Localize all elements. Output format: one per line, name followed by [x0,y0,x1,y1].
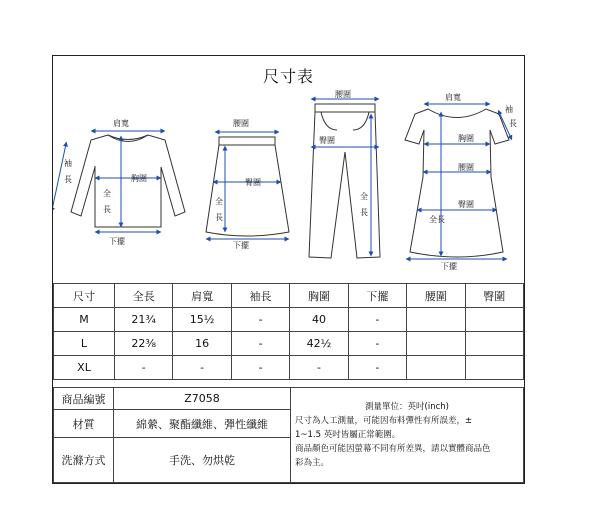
dress-hip-label: 臀圍 [458,200,474,209]
table-row [54,356,524,380]
top-length-label: 全長 [103,189,111,214]
wash-label: 洗滌方式 [54,438,114,483]
notes-cell [291,388,524,483]
top-hem-label: 下擺 [109,237,125,246]
header-chest: 胸圍 [290,284,348,308]
header-hip: 臀圍 [465,284,523,308]
table-row [54,308,524,332]
skirt-hip-label: 臀圍 [245,178,261,187]
size-table [53,283,524,380]
dress-length-label: 全長 [429,215,445,224]
page-title: 尺寸表 [262,67,314,86]
length-cell: 21¾ [115,308,173,332]
dress-chest-label: 胸圍 [458,134,474,143]
note-line-1: 尺寸為人工測量，可能因布料彈性有所誤差，± [295,416,473,426]
waist-cell [407,308,465,332]
hip-cell [465,356,523,380]
chest-cell: - [290,356,348,380]
top-diagram [71,135,185,227]
pants-measures [313,99,377,254]
header-length: 全長 [115,284,173,308]
header-size: 尺寸 [54,284,115,308]
header-shoulder: 肩寬 [173,284,231,308]
diagram-svg [53,82,524,282]
top-chest-label: 胸圍 [131,174,147,183]
pants-length-label: 全長 [360,192,368,217]
material-label: 材質 [54,410,114,438]
product-code-row [54,388,524,410]
shoulder-cell: - [173,356,231,380]
waist-cell [407,356,465,380]
shoulder-cell: 15½ [173,308,231,332]
note-line-2: 1~1.5 英吋皆屬正常範圍。 [295,430,401,440]
top-shoulder-label: 肩寬 [113,119,129,128]
pants-waist-label: 腰圍 [335,90,351,99]
sleeve-cell: - [231,332,289,356]
wash-value: 手洗、勿烘乾 [114,438,291,483]
size-cell: M [54,308,115,332]
top-sleeve-char1: 袖 [64,159,72,168]
dress-diagram [405,109,509,257]
sleeve-cell: - [231,356,289,380]
product-info-table [53,387,524,483]
dress-waist-label: 腰圍 [458,163,474,172]
hem-cell: - [348,332,406,356]
hip-cell [465,308,523,332]
size-cell: L [54,332,115,356]
dress-sleeve-label: 袖長 [505,105,517,128]
length-cell: 22⅜ [115,332,173,356]
chest-cell: 42½ [290,332,348,356]
note-line-3: 商品顏色可能因螢幕不同有所差異，請以實體商品色 [295,444,491,454]
top-sleeve-label [64,158,72,184]
unit-note: 測量單位：英吋(inch) [365,402,449,412]
skirt-length-label: 全長 [215,197,223,222]
shoulder-cell: 16 [173,332,231,356]
skirt-hem-label: 下擺 [233,241,249,250]
note-line-4: 彩為主。 [295,458,330,468]
pants-hip-label: 臀圍 [319,136,335,145]
top-sleeve-char2: 長 [64,175,72,184]
hem-cell: - [348,356,406,380]
material-value: 綿縈、聚酯纖維、彈性纖維 [114,410,291,438]
header-waist: 腰圍 [407,284,465,308]
hip-cell [465,332,523,356]
table-row [54,332,524,356]
size-table-header-row [54,284,524,308]
product-code-value: Z7058 [114,388,291,410]
chest-cell: 40 [290,308,348,332]
hem-cell: - [348,308,406,332]
header-sleeve: 袖長 [231,284,289,308]
dress-shoulder-label: 肩寬 [445,93,461,102]
product-code-label: 商品編號 [54,388,114,410]
garment-diagrams [53,82,524,282]
dress-measures [408,104,511,259]
skirt-waist-label: 腰圍 [233,119,249,128]
size-cell: XL [54,356,115,380]
sleeve-cell: - [231,308,289,332]
dress-hem-label: 下擺 [441,262,457,271]
header-hem: 下擺 [348,284,406,308]
waist-cell [407,332,465,356]
pants-diagram [309,104,380,258]
length-cell: - [115,356,173,380]
